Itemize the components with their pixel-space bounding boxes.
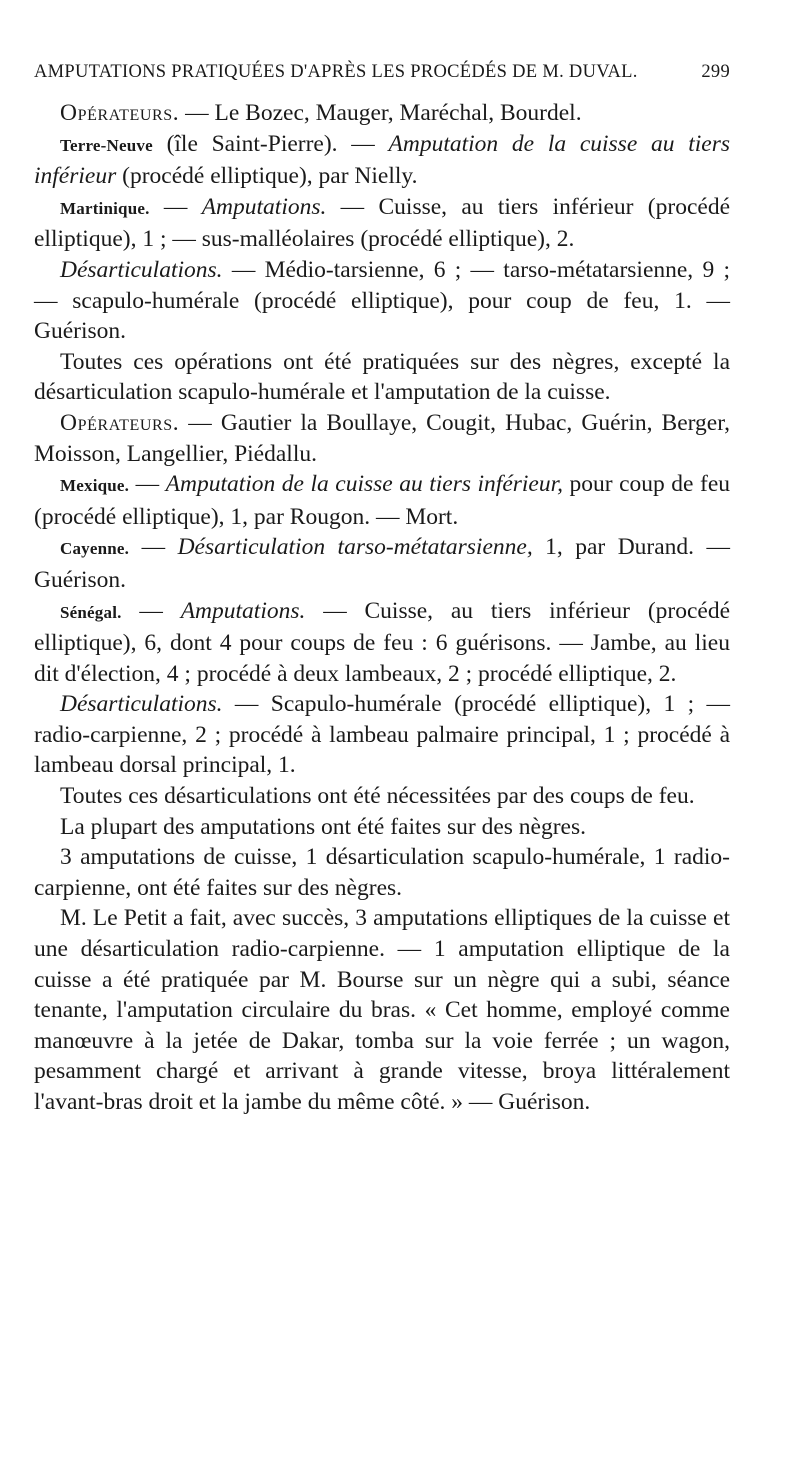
page-body: [34, 98, 730, 1118]
paragraph-text: —: [129, 471, 166, 498]
operators-list: — Le Bozec, Mauger, Maréchal, Bourdel.: [179, 100, 582, 126]
paragraph-text: — Cuisse, au tiers inférieur (procédé elliptique), 1 ; — sus-malléolaires (procédé elliptique), 2.: [34, 193, 731, 253]
place-name: Terre-Neuve: [60, 135, 153, 155]
paragraph-note-3: La plupart des amputations ont été faites sur des nègres.: [60, 813, 586, 840]
paragraph-text: — Médio-tarsienne, 6 ; — tarso-métatarsienne, 9 ; — scapulo-humérale (procédé elliptique), pour coup de feu, 1. — Guérison.: [34, 256, 730, 345]
italic-heading: Désarticulations.: [60, 691, 223, 718]
italic-heading: Désarticulations.: [60, 256, 223, 283]
paragraph-cayenne: [34, 532, 730, 595]
operators-label: Opérateurs.: [60, 409, 180, 436]
paragraph-text: —: [121, 597, 181, 624]
paragraph-martinique: [34, 192, 730, 255]
paragraph-text: pour coup de feu (procédé elliptique), 1, par Rougon. — Mort.: [34, 471, 730, 530]
paragraph-desarticulations-2: [34, 689, 730, 781]
italic-heading: Amputation de la cuisse au tiers inférieur,: [165, 471, 564, 498]
paragraph-operateurs-1: [34, 98, 730, 129]
operators-label: Opérateurs.: [60, 100, 180, 126]
italic-heading: Amputation de la cuisse au tiers inférieur: [34, 130, 730, 190]
operators-list: — Gautier la Boullaye, Cougit, Hubac, Guérin, Berger, Moisson, Langellier, Piédallu.: [34, 409, 730, 467]
italic-heading: Désarticulation tarso-métatarsienne,: [177, 534, 533, 561]
place-name: Cayenne.: [60, 539, 130, 559]
paragraph-note-1: Toutes ces opérations ont été pratiquées sur des nègres, excepté la désarticulation scapulo-humérale et l'amputation de la cuisse.: [34, 348, 730, 406]
place-name: Mexique.: [60, 476, 130, 496]
paragraph-terre-neuve: [34, 129, 730, 192]
running-title: AMPUTATIONS PRATIQUÉES D'APRÈS LES PROCÉDÉS DE M. DUVAL.: [34, 62, 638, 82]
paragraph-operateurs-2: [34, 408, 730, 469]
paragraph-desarticulations-1: [34, 255, 730, 347]
paragraph-le-petit: M. Le Petit a fait, avec succès, 3 amputations elliptiques de la cuisse et une désarticulation radio-carpienne. — 1 amputation elliptique de la cuisse a été pratiquée par M. Bourse sur un nègre qui a subi, séance tenante, l'amputation circulaire du bras. « Cet homme, employé comme manœuvre à la jetée de Dakar, tomba sur la voie ferrée ; un wagon, pesamment chargé et arrivant à grande vitesse, broya littéralement l'avant-bras droit et la jambe du même côté. » — Guérison.: [34, 905, 730, 1115]
italic-heading: Amputations.: [201, 193, 327, 220]
paragraph-text: 1, par Durand. — Guérison.: [34, 534, 731, 593]
paragraph-text: (île Saint-Pierre). —: [152, 130, 389, 157]
paragraph-text: —: [129, 534, 178, 561]
paragraph-mexique: [34, 469, 730, 532]
paragraph-text: (procédé elliptique), par Nielly.: [116, 163, 418, 190]
paragraph-senegal: [34, 596, 730, 690]
paragraph-text: —: [149, 193, 202, 220]
paragraph-note-2: Toutes ces désarticulations ont été nécessitées par des coups de feu.: [60, 783, 695, 810]
paragraph-text: — Cuisse, au tiers inférieur (procédé elliptique), 6, dont 4 pour coups de feu : 6 guérisons. — Jambe, au lieu dit d'élection, 4 ; procédé à deux lambeaux, 2 ; procédé elliptique, 2.: [34, 597, 731, 687]
italic-heading: Amputations.: [180, 597, 306, 624]
page-number: 299: [701, 62, 730, 82]
paragraph-note-4: 3 amputations de cuisse, 1 désarticulation scapulo-humérale, 1 radio-carpienne, ont été faites sur des nègres.: [34, 844, 730, 901]
place-name: Martinique.: [60, 198, 150, 218]
running-header: [34, 62, 730, 83]
paragraph-text: — Scapulo-humérale (procédé elliptique), 1 ; — radio-carpienne, 2 ; procédé à lambeau palmaire principal, 1 ; procédé à lambeau dorsal principal, 1.: [34, 691, 730, 779]
place-name: Sénégal.: [60, 602, 122, 622]
